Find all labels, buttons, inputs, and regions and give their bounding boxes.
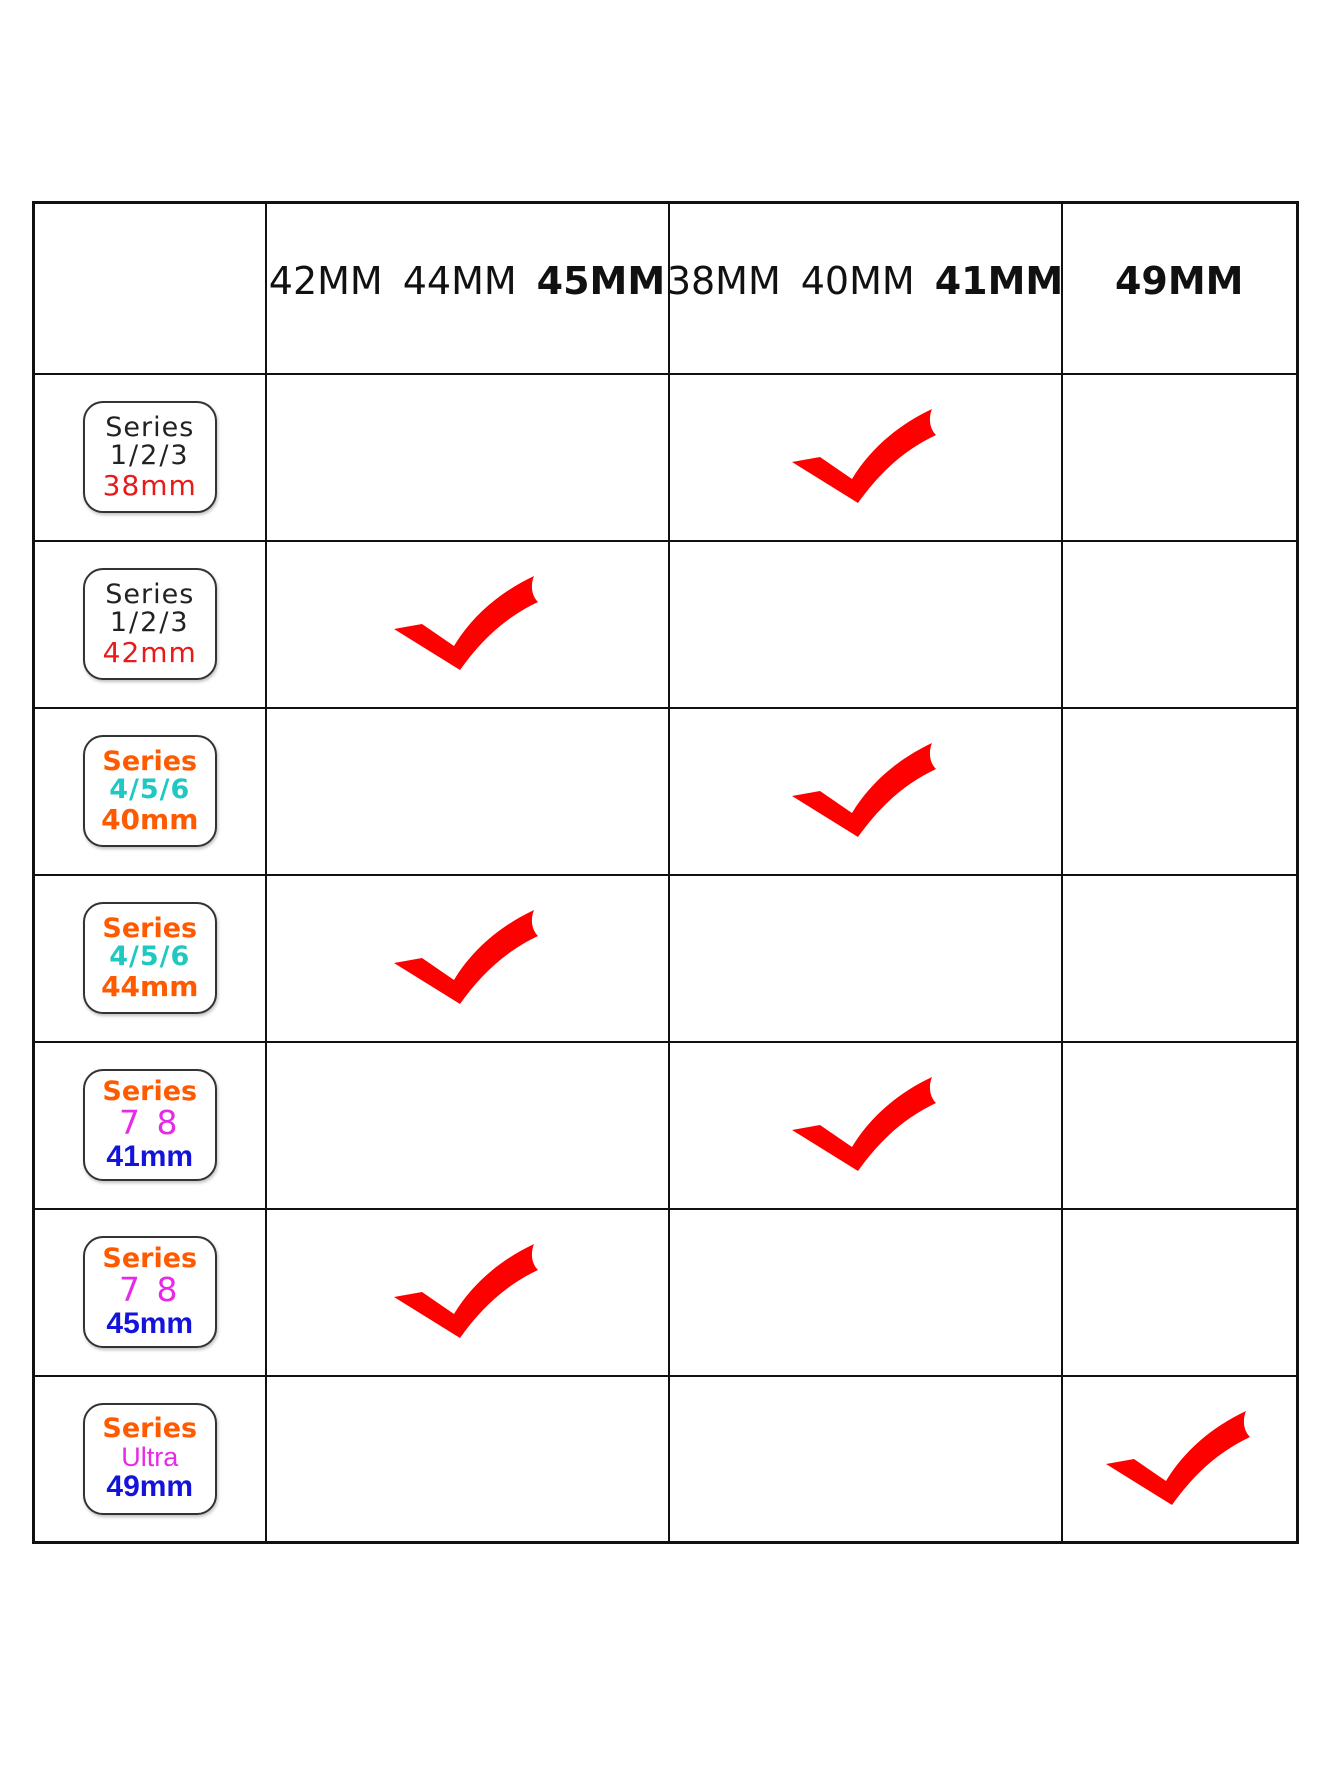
header-size-label: 38MM	[666, 258, 781, 303]
model-cell	[34, 541, 266, 708]
header-size-label: 40MM	[800, 258, 915, 303]
series-number-label: 4/5/6	[109, 774, 191, 806]
size-cell	[1062, 1209, 1298, 1376]
series-badge	[83, 568, 217, 680]
size-cell	[266, 374, 669, 541]
header-cell-group-a	[266, 203, 669, 374]
header-empty-cell	[34, 203, 266, 374]
model-cell	[34, 374, 266, 541]
series-label: Series	[102, 1075, 198, 1107]
compatibility-table	[32, 201, 1299, 1544]
size-cell	[1062, 1376, 1298, 1543]
header-size-label: 49MM	[1114, 258, 1244, 303]
model-cell	[34, 875, 266, 1042]
size-cell	[669, 708, 1062, 875]
header-size-label: 42MM	[268, 258, 383, 303]
size-cell	[669, 1209, 1062, 1376]
table-row	[34, 541, 1298, 708]
series-badge	[83, 735, 217, 847]
series-label: Series	[102, 1242, 198, 1274]
header-row	[34, 203, 1298, 374]
series-badge	[83, 1403, 217, 1515]
check-mark-icon	[392, 574, 542, 674]
case-size-label: 44mm	[101, 969, 199, 1003]
case-size-label: 49mm	[106, 1470, 194, 1504]
header-size-label: 41MM	[934, 258, 1064, 303]
table-row	[34, 1209, 1298, 1376]
check-mark-icon	[790, 741, 940, 841]
series-number-label: 1/2/3	[109, 440, 190, 472]
table-row	[34, 1042, 1298, 1209]
case-size-label: 42mm	[102, 635, 197, 669]
size-cell	[669, 1042, 1062, 1209]
series-number-label: 7 8	[119, 1103, 181, 1143]
case-size-label: 38mm	[102, 468, 197, 502]
check-mark-icon	[392, 908, 542, 1008]
series-badge	[83, 1236, 217, 1348]
size-cell	[1062, 708, 1298, 875]
series-badge	[83, 1069, 217, 1181]
header-cell-group-c	[1062, 203, 1298, 374]
model-cell	[34, 1042, 266, 1209]
series-number-label: 1/2/3	[109, 607, 190, 639]
size-cell	[669, 875, 1062, 1042]
size-cell	[1062, 541, 1298, 708]
header-cell-group-b	[666, 203, 1064, 374]
size-cell	[266, 1376, 669, 1543]
size-cell	[1062, 1042, 1298, 1209]
check-mark-icon	[392, 1242, 542, 1342]
size-cell	[266, 875, 669, 1042]
check-mark-icon	[790, 407, 940, 507]
series-label: Series	[102, 745, 198, 777]
check-mark-icon	[790, 1075, 940, 1175]
table-row	[34, 374, 1298, 541]
table-row	[34, 708, 1298, 875]
model-cell	[34, 708, 266, 875]
size-cell	[266, 1042, 669, 1209]
case-size-label: 40mm	[101, 802, 199, 836]
series-label: Series	[105, 411, 195, 443]
table-row	[34, 1376, 1298, 1543]
check-mark-icon	[1104, 1409, 1254, 1509]
series-number-label: 4/5/6	[109, 941, 191, 973]
table-row	[34, 875, 1298, 1042]
model-cell	[34, 1376, 266, 1543]
series-label: Series	[102, 912, 198, 944]
series-number-label: 7 8	[119, 1270, 181, 1310]
size-cell	[266, 1209, 669, 1376]
header-size-label: 44MM	[402, 258, 517, 303]
model-cell	[34, 1209, 266, 1376]
case-size-label: 41mm	[106, 1139, 194, 1173]
series-badge	[83, 401, 217, 513]
header-size-label: 45MM	[536, 258, 666, 303]
size-cell	[669, 1376, 1062, 1543]
size-cell	[1062, 374, 1298, 541]
series-badge	[83, 902, 217, 1014]
size-cell	[669, 541, 1062, 708]
size-cell	[669, 374, 1062, 541]
table-body	[34, 374, 1298, 1543]
series-label: Series	[102, 1412, 198, 1444]
size-cell	[266, 541, 669, 708]
series-number-label: Ultra	[121, 1442, 179, 1472]
series-label: Series	[105, 578, 195, 610]
size-cell	[1062, 875, 1298, 1042]
case-size-label: 45mm	[106, 1306, 194, 1340]
size-cell	[266, 708, 669, 875]
